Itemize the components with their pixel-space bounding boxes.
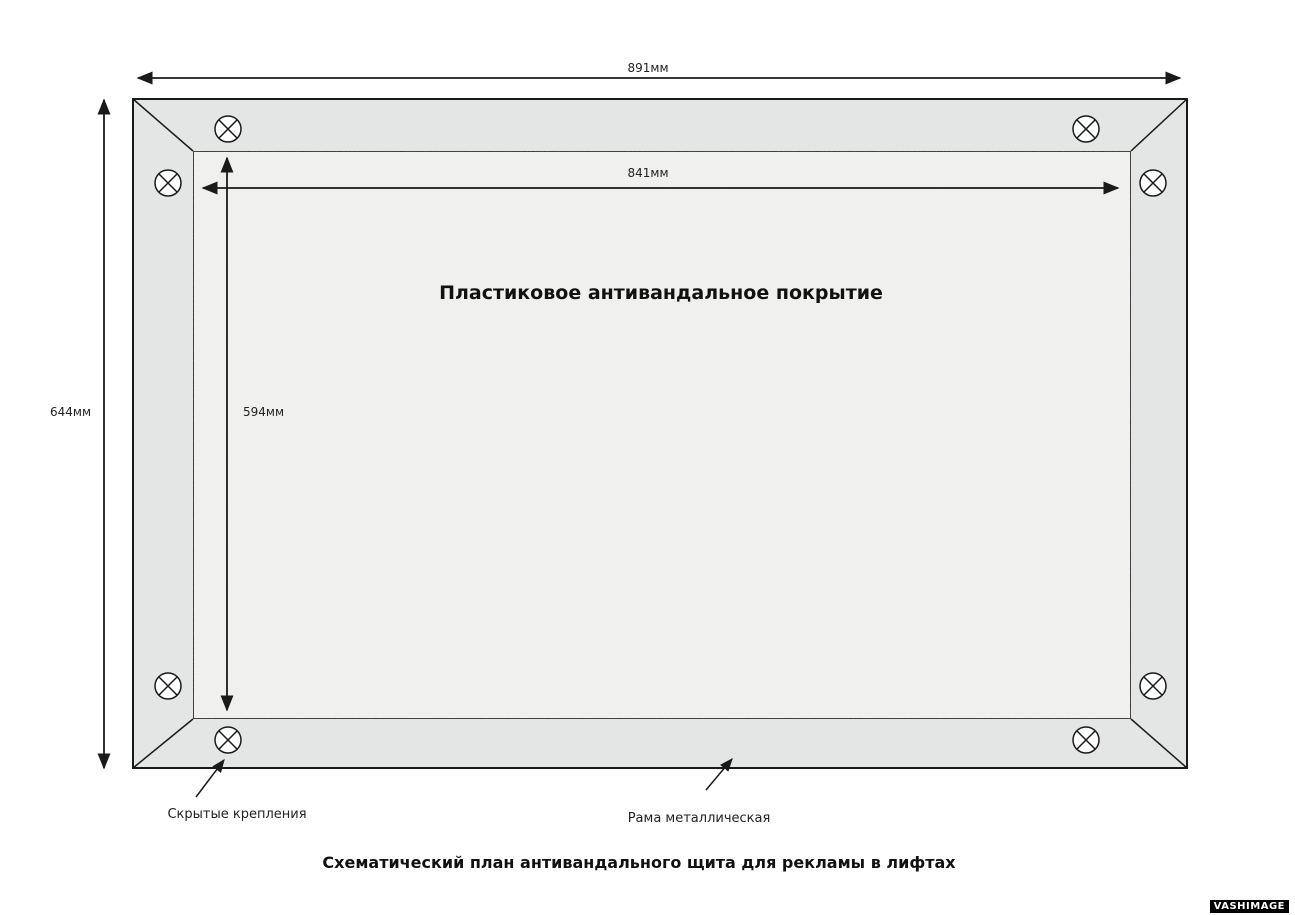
inner-width-label: 841мм: [627, 166, 669, 180]
circle-x-icon: [215, 116, 241, 142]
circle-x-icon: [155, 170, 181, 196]
watermark: VASHIMAGE: [1210, 900, 1289, 913]
circle-x-icon: [1073, 727, 1099, 753]
inner-height-label: 594мм: [243, 405, 285, 419]
outer-width-label: 891мм: [627, 61, 669, 75]
fasteners-label: Скрытые крепления: [167, 807, 307, 822]
circle-x-icon: [1140, 170, 1166, 196]
frame-label: Рама металлическая: [627, 811, 771, 826]
circle-x-icon: [1073, 116, 1099, 142]
circle-x-icon: [155, 673, 181, 699]
inner-surface-label: Пластиковое антивандальное покрытие: [439, 282, 883, 304]
outer-height-label: 644мм: [50, 405, 92, 419]
circle-x-icon: [215, 727, 241, 753]
circle-x-icon: [1140, 673, 1166, 699]
diagram-caption: Схематический план антивандального щита для рекламы в лифтах: [322, 853, 956, 872]
plastic-panel: [193, 151, 1131, 719]
